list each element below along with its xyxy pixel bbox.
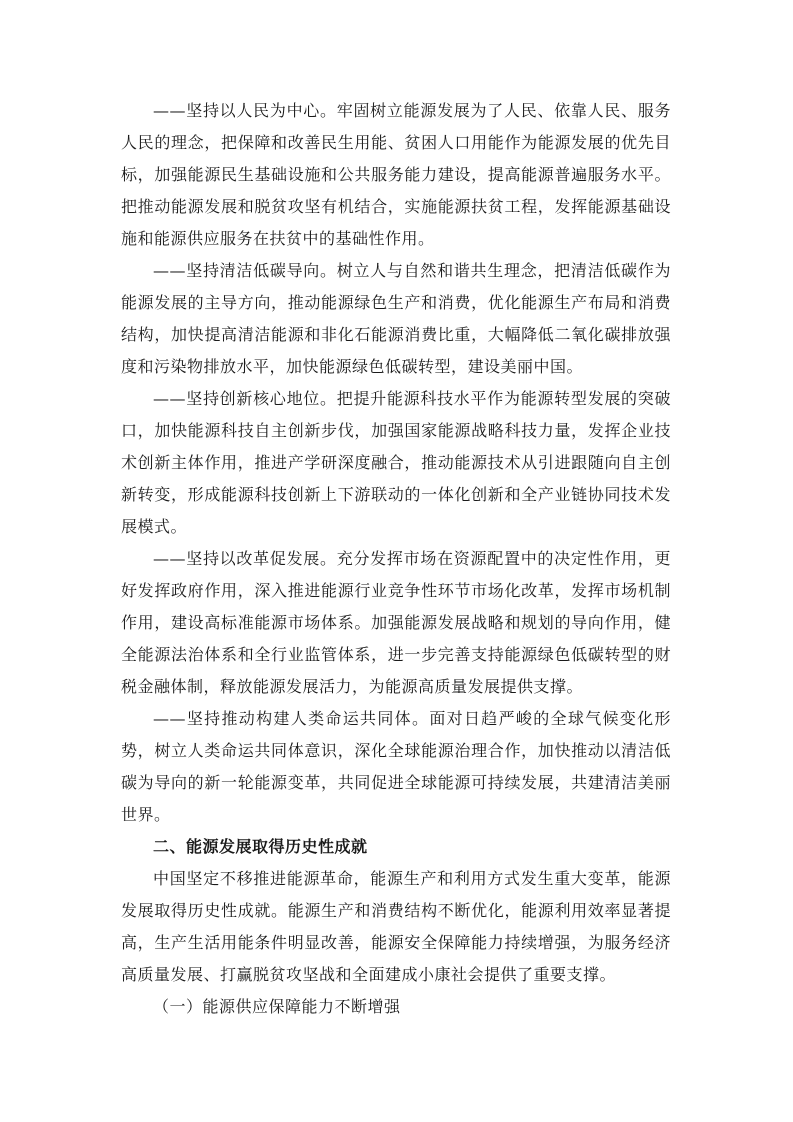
subsection-heading: （一）能源供应保障能力不断增强 <box>153 997 401 1016</box>
principle-paragraph-shared-future: ——坚持推动构建人类命运共同体。面对日趋严峻的全球气候变化形势，树立人类命运共同体意识，深化全球能源治理合作，加快推动以清洁低碳为导向的新一轮能源变革，共同促进全球能源可持续发展，共建清洁美丽世界。 <box>121 709 671 824</box>
principle-paragraph-innovation: ——坚持创新核心地位。把提升能源科技水平作为能源转型发展的突破口，加快能源科技自主创新步伐，加强国家能源战略科技力量，发挥企业技术创新主体作用，推进产学研深度融合，推动能源技术从引进跟随向自主创新转变，形成能源科技创新上下游联动的一体化创新和全产业链协同技术发展模式。 <box>121 389 671 536</box>
principle-paragraph-reform: ——坚持以改革促发展。充分发挥市场在资源配置中的决定性作用，更好发挥政府作用，深入推进能源行业竞争性环节市场化改革，发挥市场机制作用，建设高标准能源市场体系。加强能源发展战略和规划的导向作用，健全能源法治体系和全行业监管体系，进一步完善支持能源绿色低碳转型的财税金融体制，释放能源发展活力，为能源高质量发展提供支撑。 <box>121 549 671 696</box>
principle-paragraph-people-centered: ——坚持以人民为中心。牢固树立能源发展为了人民、依靠人民、服务人民的理念，把保障和改善民生用能、贫困人口用能作为能源发展的优先目标，加强能源民生基础设施和公共服务能力建设，提高能源普遍服务水平。把推动能源发展和脱贫攻坚有机结合，实施能源扶贫工程，发挥能源基础设施和能源供应服务在扶贫中的基础性作用。 <box>121 101 671 248</box>
section-heading: 二、能源发展取得历史性成就 <box>153 837 368 856</box>
section-intro-paragraph: 中国坚定不移推进能源革命，能源生产和利用方式发生重大变革，能源发展取得历史性成就。能源生产和消费结构不断优化，能源利用效率显著提高，生产生活用能条件明显改善，能源安全保障能力持续增强，为服务经济高质量发展、打赢脱贫攻坚战和全面建成小康社会提供了重要支撑。 <box>121 869 671 984</box>
principle-paragraph-clean-low-carbon: ——坚持清洁低碳导向。树立人与自然和谐共生理念，把清洁低碳作为能源发展的主导方向，推动能源绿色生产和消费，优化能源生产布局和消费结构，加快提高清洁能源和非化石能源消费比重，大幅降低二氧化碳排放强度和污染物排放水平，加快能源绿色低碳转型，建设美丽中国。 <box>121 261 671 376</box>
document-body <box>121 95 671 1023</box>
